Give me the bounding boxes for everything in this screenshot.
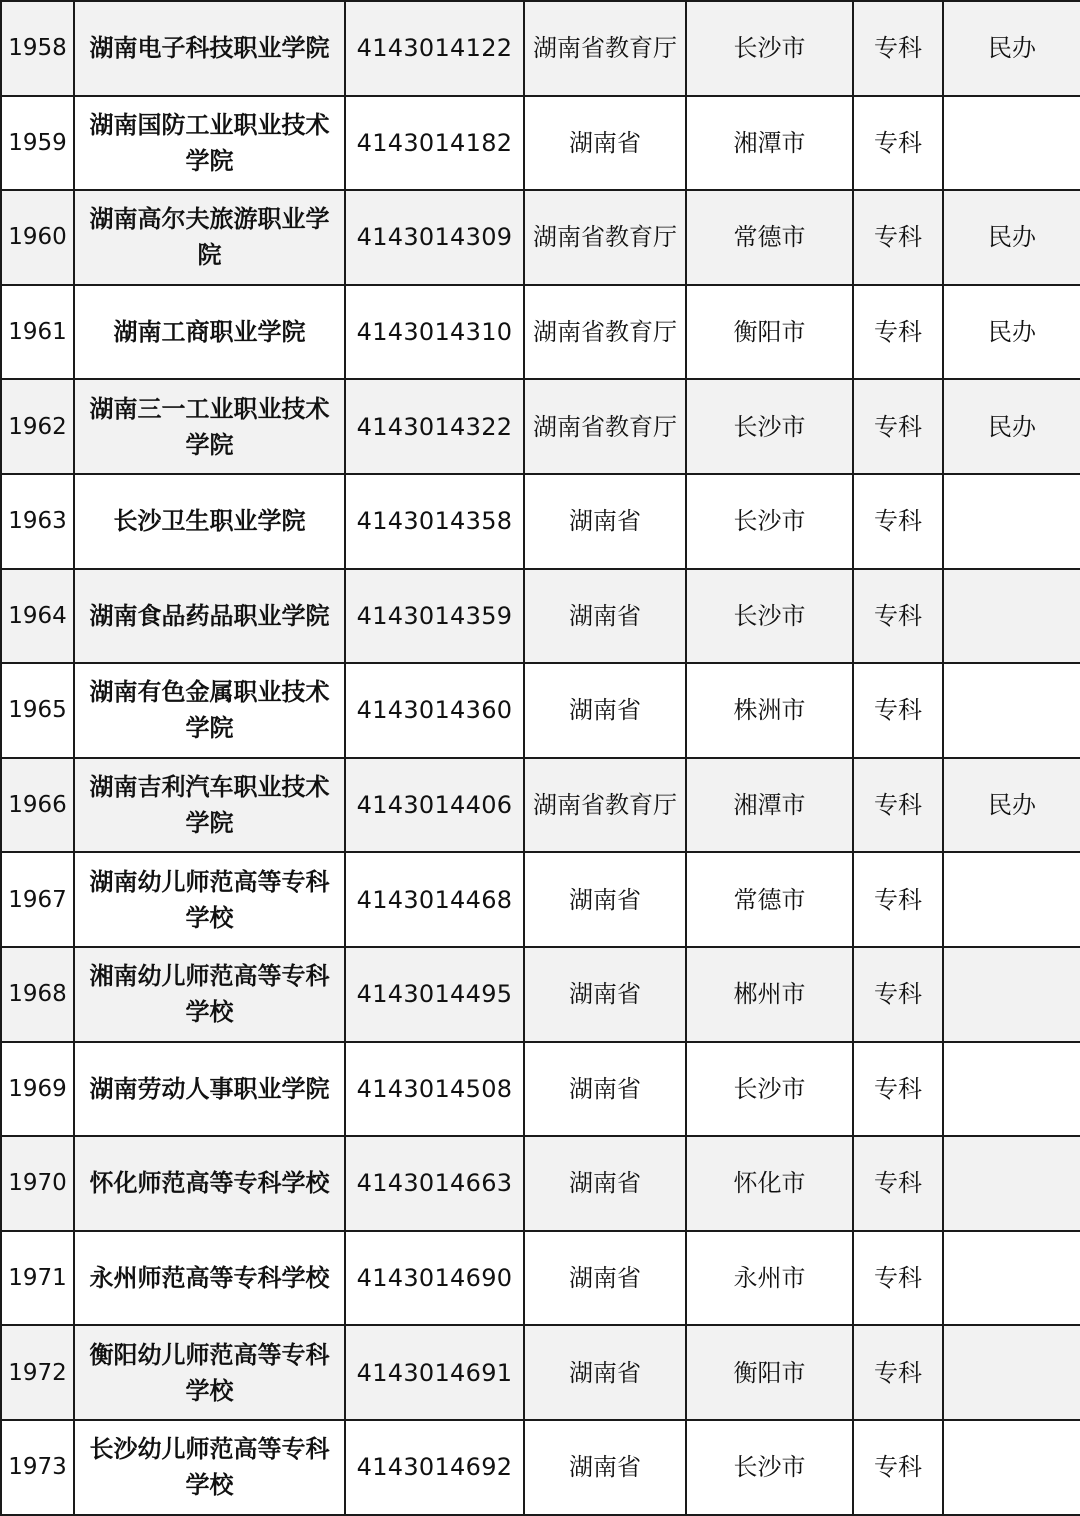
school-name-cell: 湖南三一工业职业技术学院 bbox=[74, 379, 345, 474]
row-index-cell: 1967 bbox=[1, 852, 74, 947]
note-cell: 民办 bbox=[943, 1, 1080, 96]
row-index-cell: 1971 bbox=[1, 1231, 74, 1326]
city-cell: 衡阳市 bbox=[686, 1325, 853, 1420]
school-name-cell: 湖南食品药品职业学院 bbox=[74, 569, 345, 664]
city-cell: 长沙市 bbox=[686, 1, 853, 96]
level-cell: 专科 bbox=[853, 1136, 943, 1231]
row-index-cell: 1959 bbox=[1, 96, 74, 191]
school-name-cell: 长沙卫生职业学院 bbox=[74, 474, 345, 569]
department-cell: 湖南省教育厅 bbox=[524, 1, 686, 96]
table-row bbox=[1, 1231, 1080, 1326]
level-cell: 专科 bbox=[853, 1, 943, 96]
table-row bbox=[1, 1042, 1080, 1137]
school-code-cell: 4143014309 bbox=[345, 190, 524, 285]
school-code-cell: 4143014322 bbox=[345, 379, 524, 474]
table-row bbox=[1, 852, 1080, 947]
table-row bbox=[1, 1420, 1080, 1515]
table-row bbox=[1, 474, 1080, 569]
department-cell: 湖南省教育厅 bbox=[524, 379, 686, 474]
row-index-cell: 1960 bbox=[1, 190, 74, 285]
department-cell: 湖南省 bbox=[524, 852, 686, 947]
level-cell: 专科 bbox=[853, 569, 943, 664]
department-cell: 湖南省 bbox=[524, 663, 686, 758]
level-cell: 专科 bbox=[853, 758, 943, 853]
level-cell: 专科 bbox=[853, 1325, 943, 1420]
city-cell: 永州市 bbox=[686, 1231, 853, 1326]
city-cell: 衡阳市 bbox=[686, 285, 853, 380]
row-index-cell: 1973 bbox=[1, 1420, 74, 1515]
city-cell: 常德市 bbox=[686, 190, 853, 285]
department-cell: 湖南省 bbox=[524, 947, 686, 1042]
school-name-cell: 湖南工商职业学院 bbox=[74, 285, 345, 380]
note-cell: 民办 bbox=[943, 190, 1080, 285]
city-cell: 长沙市 bbox=[686, 1042, 853, 1137]
level-cell: 专科 bbox=[853, 190, 943, 285]
row-index-cell: 1963 bbox=[1, 474, 74, 569]
level-cell: 专科 bbox=[853, 947, 943, 1042]
school-code-cell: 4143014359 bbox=[345, 569, 524, 664]
school-code-cell: 4143014406 bbox=[345, 758, 524, 853]
school-name-cell: 湖南劳动人事职业学院 bbox=[74, 1042, 345, 1137]
level-cell: 专科 bbox=[853, 379, 943, 474]
department-cell: 湖南省教育厅 bbox=[524, 190, 686, 285]
row-index-cell: 1958 bbox=[1, 1, 74, 96]
school-code-cell: 4143014468 bbox=[345, 852, 524, 947]
level-cell: 专科 bbox=[853, 663, 943, 758]
department-cell: 湖南省 bbox=[524, 474, 686, 569]
row-index-cell: 1962 bbox=[1, 379, 74, 474]
school-name-cell: 湖南幼儿师范高等专科学校 bbox=[74, 852, 345, 947]
school-table-body bbox=[1, 1, 1080, 1515]
school-code-cell: 4143014358 bbox=[345, 474, 524, 569]
table-row bbox=[1, 1136, 1080, 1231]
row-index-cell: 1968 bbox=[1, 947, 74, 1042]
level-cell: 专科 bbox=[853, 474, 943, 569]
note-cell: 民办 bbox=[943, 758, 1080, 853]
school-code-cell: 4143014122 bbox=[345, 1, 524, 96]
school-code-cell: 4143014495 bbox=[345, 947, 524, 1042]
school-code-cell: 4143014182 bbox=[345, 96, 524, 191]
row-index-cell: 1970 bbox=[1, 1136, 74, 1231]
note-cell: 民办 bbox=[943, 379, 1080, 474]
department-cell: 湖南省 bbox=[524, 1231, 686, 1326]
note-cell: 民办 bbox=[943, 285, 1080, 380]
department-cell: 湖南省 bbox=[524, 1325, 686, 1420]
row-index-cell: 1966 bbox=[1, 758, 74, 853]
table-row bbox=[1, 947, 1080, 1042]
level-cell: 专科 bbox=[853, 1420, 943, 1515]
city-cell: 郴州市 bbox=[686, 947, 853, 1042]
row-index-cell: 1965 bbox=[1, 663, 74, 758]
row-index-cell: 1969 bbox=[1, 1042, 74, 1137]
school-name-cell: 长沙幼儿师范高等专科学校 bbox=[74, 1420, 345, 1515]
school-code-cell: 4143014690 bbox=[345, 1231, 524, 1326]
school-name-cell: 湖南高尔夫旅游职业学院 bbox=[74, 190, 345, 285]
school-name-cell: 湖南有色金属职业技术学院 bbox=[74, 663, 345, 758]
table-row bbox=[1, 285, 1080, 380]
department-cell: 湖南省 bbox=[524, 1420, 686, 1515]
department-cell: 湖南省 bbox=[524, 1136, 686, 1231]
school-name-cell: 永州师范高等专科学校 bbox=[74, 1231, 345, 1326]
row-index-cell: 1961 bbox=[1, 285, 74, 380]
note-cell bbox=[943, 1231, 1080, 1326]
city-cell: 株洲市 bbox=[686, 663, 853, 758]
table-row bbox=[1, 1325, 1080, 1420]
school-name-cell: 湖南电子科技职业学院 bbox=[74, 1, 345, 96]
level-cell: 专科 bbox=[853, 1231, 943, 1326]
table-row bbox=[1, 1, 1080, 96]
school-code-cell: 4143014691 bbox=[345, 1325, 524, 1420]
level-cell: 专科 bbox=[853, 1042, 943, 1137]
school-code-cell: 4143014360 bbox=[345, 663, 524, 758]
city-cell: 怀化市 bbox=[686, 1136, 853, 1231]
row-index-cell: 1972 bbox=[1, 1325, 74, 1420]
note-cell bbox=[943, 1420, 1080, 1515]
level-cell: 专科 bbox=[853, 852, 943, 947]
department-cell: 湖南省教育厅 bbox=[524, 758, 686, 853]
note-cell bbox=[943, 663, 1080, 758]
level-cell: 专科 bbox=[853, 96, 943, 191]
school-code-cell: 4143014508 bbox=[345, 1042, 524, 1137]
city-cell: 湘潭市 bbox=[686, 758, 853, 853]
note-cell bbox=[943, 569, 1080, 664]
city-cell: 长沙市 bbox=[686, 474, 853, 569]
level-cell: 专科 bbox=[853, 285, 943, 380]
city-cell: 长沙市 bbox=[686, 379, 853, 474]
note-cell bbox=[943, 474, 1080, 569]
table-row bbox=[1, 96, 1080, 191]
school-code-cell: 4143014663 bbox=[345, 1136, 524, 1231]
school-name-cell: 衡阳幼儿师范高等专科学校 bbox=[74, 1325, 345, 1420]
department-cell: 湖南省 bbox=[524, 96, 686, 191]
school-code-cell: 4143014692 bbox=[345, 1420, 524, 1515]
table-row bbox=[1, 569, 1080, 664]
note-cell bbox=[943, 947, 1080, 1042]
school-name-cell: 湖南国防工业职业技术学院 bbox=[74, 96, 345, 191]
school-name-cell: 怀化师范高等专科学校 bbox=[74, 1136, 345, 1231]
city-cell: 常德市 bbox=[686, 852, 853, 947]
row-index-cell: 1964 bbox=[1, 569, 74, 664]
table-row bbox=[1, 379, 1080, 474]
note-cell bbox=[943, 96, 1080, 191]
city-cell: 湘潭市 bbox=[686, 96, 853, 191]
department-cell: 湖南省教育厅 bbox=[524, 285, 686, 380]
city-cell: 长沙市 bbox=[686, 569, 853, 664]
school-code-cell: 4143014310 bbox=[345, 285, 524, 380]
note-cell bbox=[943, 1325, 1080, 1420]
department-cell: 湖南省 bbox=[524, 569, 686, 664]
school-name-cell: 湖南吉利汽车职业技术学院 bbox=[74, 758, 345, 853]
table-row bbox=[1, 663, 1080, 758]
note-cell bbox=[943, 1136, 1080, 1231]
city-cell: 长沙市 bbox=[686, 1420, 853, 1515]
note-cell bbox=[943, 852, 1080, 947]
school-name-cell: 湘南幼儿师范高等专科学校 bbox=[74, 947, 345, 1042]
table-row bbox=[1, 758, 1080, 853]
note-cell bbox=[943, 1042, 1080, 1137]
department-cell: 湖南省 bbox=[524, 1042, 686, 1137]
table-row bbox=[1, 190, 1080, 285]
